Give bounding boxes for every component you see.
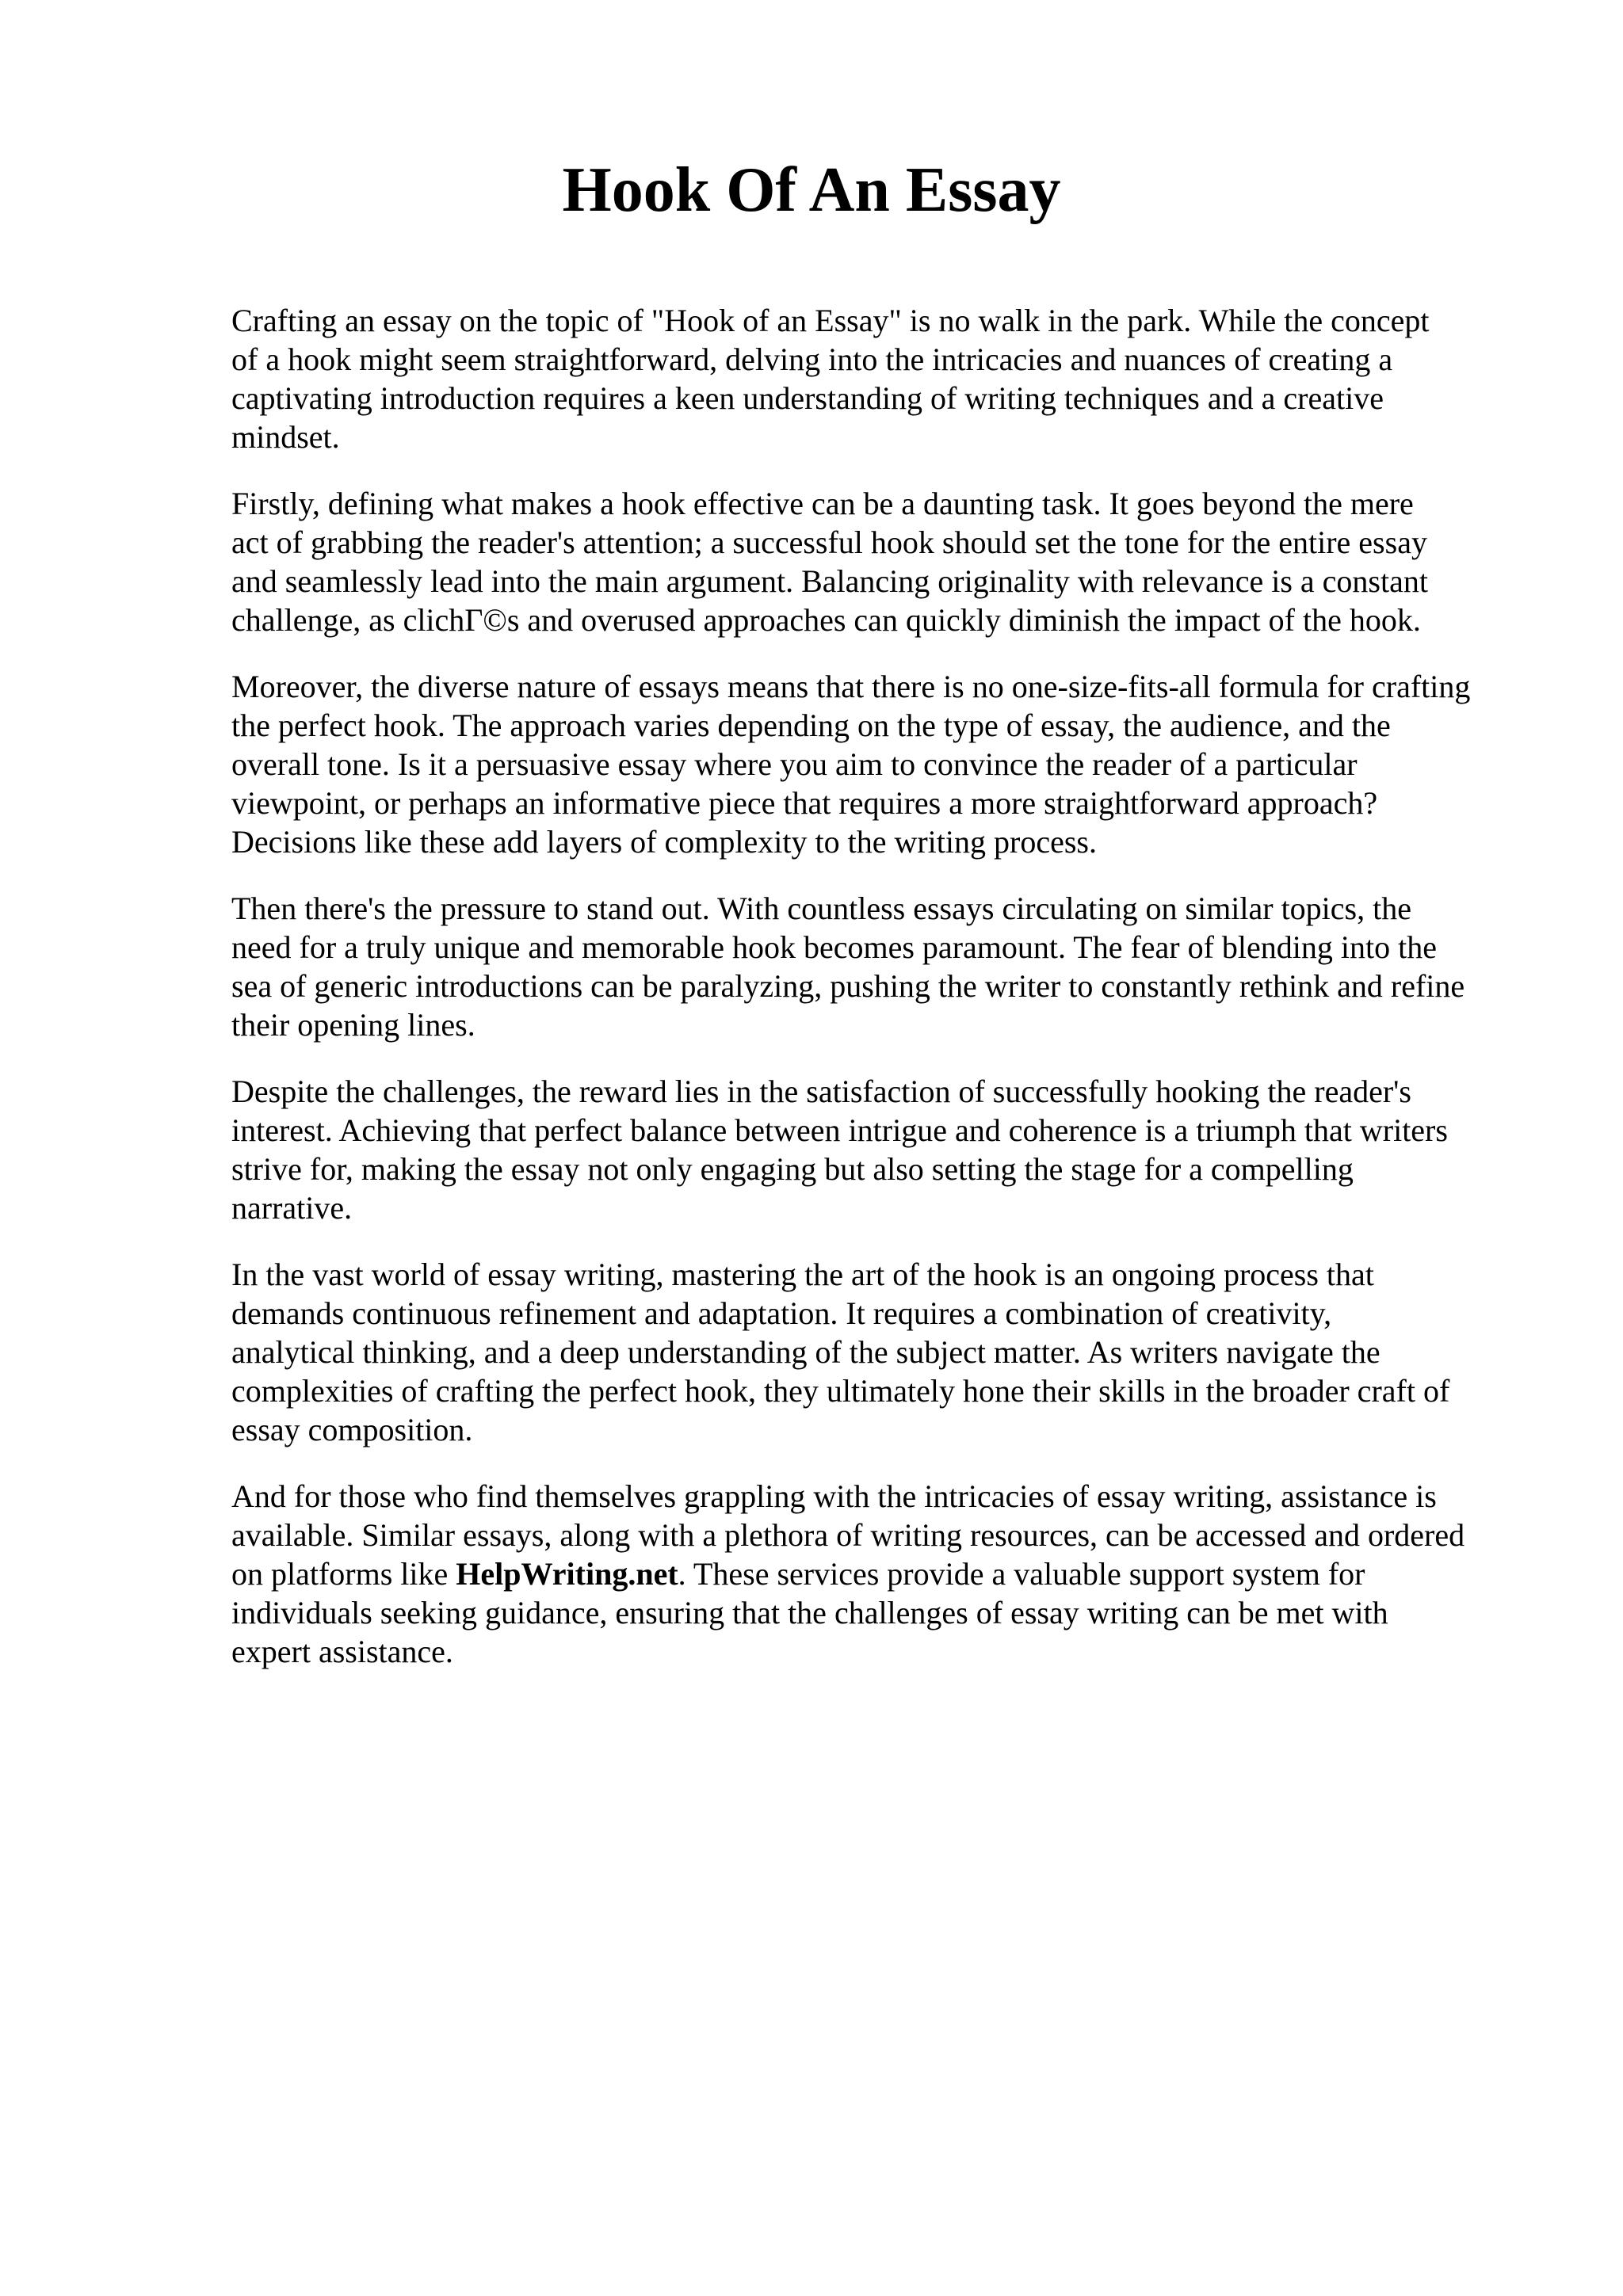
text-line: challenge, as clichГ©s and overused approaches can quickly diminish the impact of the hook. [231, 602, 1421, 638]
text-line: Crafting an essay on the topic of "Hook of an Essay" is no walk in the park. While the concept [231, 303, 1430, 338]
text-segment: . These services provide a valuable support system for [678, 1556, 1365, 1592]
text-line: overall tone. Is it a persuasive essay where you aim to convince the reader of a particular [231, 746, 1358, 782]
text-line: need for a truly unique and memorable hook becomes paramount. The fear of blending into the [231, 929, 1437, 965]
text-line: demands continuous refinement and adaptation. It requires a combination of creativity, [231, 1295, 1332, 1331]
text-line: Then there's the pressure to stand out. With countless essays circulating on similar topics, the [231, 891, 1411, 926]
text-line: expert assistance. [231, 1634, 453, 1669]
text-line: available. Similar essays, along with a plethora of writing resources, can be accessed and ordered [231, 1517, 1465, 1553]
paragraph-5 [231, 1072, 1528, 1227]
text-line: of a hook might seem straightforward, delving into the intricacies and nuances of creating a [231, 341, 1393, 377]
paragraph-7 [231, 1477, 1528, 1671]
document-body [231, 301, 1528, 1699]
text-line: viewpoint, or perhaps an informative piece that requires a more straightforward approach? [231, 785, 1378, 821]
text-line: the perfect hook. The approach varies depending on the type of essay, the audience, and the [231, 707, 1391, 743]
text-segment: on platforms like [231, 1556, 456, 1592]
text-line: And for those who find themselves grappling with the intricacies of essay writing, assistance is [231, 1478, 1437, 1514]
text-line: captivating introduction requires a keen understanding of writing techniques and a creative [231, 380, 1384, 416]
document-title: Hook Of An Essay [562, 155, 1061, 225]
text-line: In the vast world of essay writing, mastering the art of the hook is an ongoing process that [231, 1257, 1374, 1292]
text-line: interest. Achieving that perfect balance between intrigue and coherence is a triumph that writers [231, 1112, 1448, 1148]
text-line: analytical thinking, and a deep understanding of the subject matter. As writers navigate the [231, 1334, 1381, 1370]
text-line: Moreover, the diverse nature of essays means that there is no one-size-fits-all formula for crafting [231, 669, 1471, 704]
text-line: act of grabbing the reader's attention; a successful hook should set the tone for the entire essay [231, 524, 1427, 560]
paragraph-2 [231, 484, 1528, 639]
text-line: Despite the challenges, the reward lies in the satisfaction of successfully hooking the reader's [231, 1074, 1411, 1109]
text-line: Decisions like these add layers of complexity to the writing process. [231, 824, 1097, 860]
text-line-with-link [231, 1554, 1528, 1593]
paragraph-4 [231, 889, 1528, 1044]
text-line: strive for, making the essay not only engaging but also setting the stage for a compelling [231, 1151, 1354, 1187]
text-line: complexities of crafting the perfect hook, they ultimately hone their skills in the broader craft of [231, 1373, 1450, 1409]
text-line: essay composition. [231, 1412, 473, 1447]
helpwriting-link[interactable]: HelpWriting.net [456, 1556, 678, 1592]
text-line: Firstly, defining what makes a hook effective can be a daunting task. It goes beyond the mere [231, 486, 1414, 521]
text-line: individuals seeking guidance, ensuring that the challenges of essay writing can be met with [231, 1595, 1388, 1630]
paragraph-1 [231, 301, 1528, 456]
text-line: mindset. [231, 419, 340, 455]
paragraph-3 [231, 667, 1528, 861]
text-line: and seamlessly lead into the main argument. Balancing originality with relevance is a constant [231, 563, 1428, 599]
paragraph-6 [231, 1255, 1528, 1449]
text-line: sea of generic introductions can be paralyzing, pushing the writer to constantly rethink and refine [231, 968, 1465, 1004]
text-line: narrative. [231, 1190, 353, 1226]
text-line: their opening lines. [231, 1007, 475, 1043]
